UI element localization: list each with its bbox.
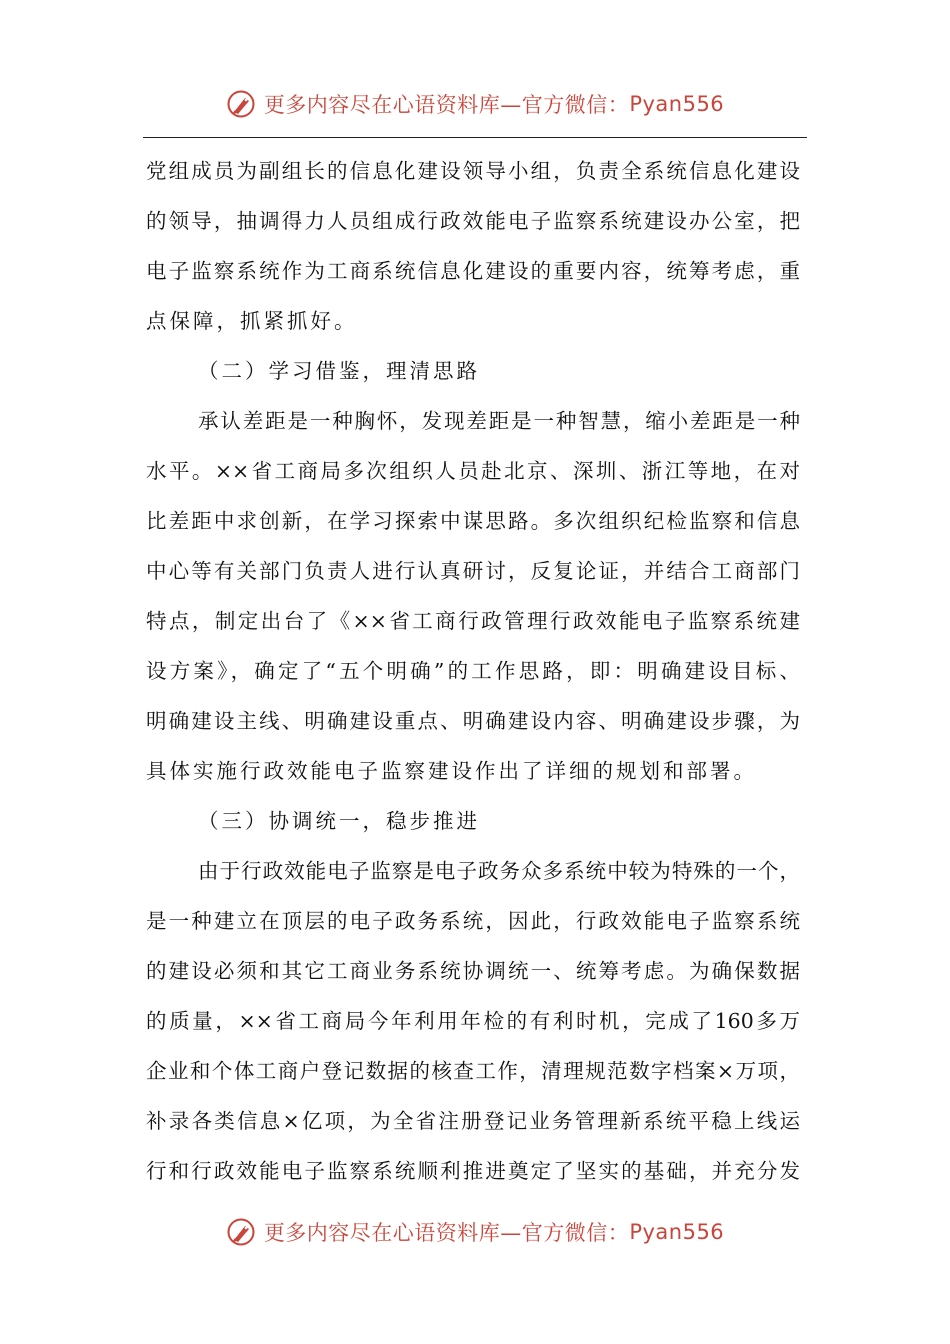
text-line: 是一种建立在顶层的电子政务系统，因此，行政效能电子监察系统 — [146, 909, 800, 933]
document-body — [146, 146, 800, 1196]
text-line: 的质量，××省工商局今年利用年检的有利时机，完成了160多万 — [146, 1009, 800, 1033]
text-line: 设方案》，确定了“五个明确”的工作思路，即：明确建设目标、 — [146, 659, 800, 683]
text-line: 的领导，抽调得力人员组成行政效能电子监察系统建设办公室，把 — [146, 209, 800, 233]
watermark-text: 更多内容尽在心语资料库—官方微信： — [263, 93, 630, 117]
paragraph-first-line: 由于行政效能电子监察是电子政务众多系统中较为特殊的一个， — [198, 859, 800, 883]
text-line: 党组成员为副组长的信息化建设领导小组，负责全系统信息化建设 — [146, 159, 800, 183]
text-line: 水平。××省工商局多次组织人员赴北京、深圳、浙江等地，在对 — [146, 459, 800, 483]
text-line: 点保障，抓紧抓好。 — [146, 309, 358, 333]
pen-nib-logo-icon — [226, 1217, 256, 1247]
pen-nib-logo-icon — [226, 89, 256, 119]
header-watermark — [0, 84, 950, 124]
text-line: 明确建设主线、明确建设重点、明确建设内容、明确建设步骤，为 — [146, 709, 800, 733]
text-line: 比差距中求创新，在学习探索中谋思路。多次组织纪检监察和信息 — [146, 509, 800, 533]
text-line: 电子监察系统作为工商系统信息化建设的重要内容，统筹考虑，重 — [146, 259, 800, 283]
paragraph-first-line: 承认差距是一种胸怀，发现差距是一种智慧，缩小差距是一种 — [198, 409, 800, 433]
text-line: 中心等有关部门负责人进行认真研讨，反复论证，并结合工商部门 — [146, 559, 800, 583]
footer-watermark — [0, 1212, 950, 1252]
text-line: 特点，制定出台了《××省工商行政管理行政效能电子监察系统建 — [146, 609, 800, 633]
watermark-text: 更多内容尽在心语资料库—官方微信： — [263, 1221, 630, 1245]
watermark-wechat-id: Pyan556 — [629, 92, 725, 116]
text-line: 企业和个体工商户登记数据的核查工作，清理规范数字档案×万项， — [146, 1059, 800, 1083]
text-line: 的建设必须和其它工商业务系统协调统一、统筹考虑。为确保数据 — [146, 959, 800, 983]
text-line: 补录各类信息×亿项，为全省注册登记业务管理新系统平稳上线运 — [146, 1109, 800, 1133]
text-line: 行和行政效能电子监察系统顺利推进奠定了坚实的基础，并充分发 — [146, 1159, 800, 1183]
watermark-wechat-id: Pyan556 — [629, 1220, 725, 1244]
section-heading: （三）协调统一，稳步推进 — [198, 809, 480, 833]
section-heading: （二）学习借鉴，理清思路 — [198, 359, 480, 383]
header-divider — [143, 137, 807, 138]
text-line: 具体实施行政效能电子监察建设作出了详细的规划和部署。 — [146, 759, 757, 783]
